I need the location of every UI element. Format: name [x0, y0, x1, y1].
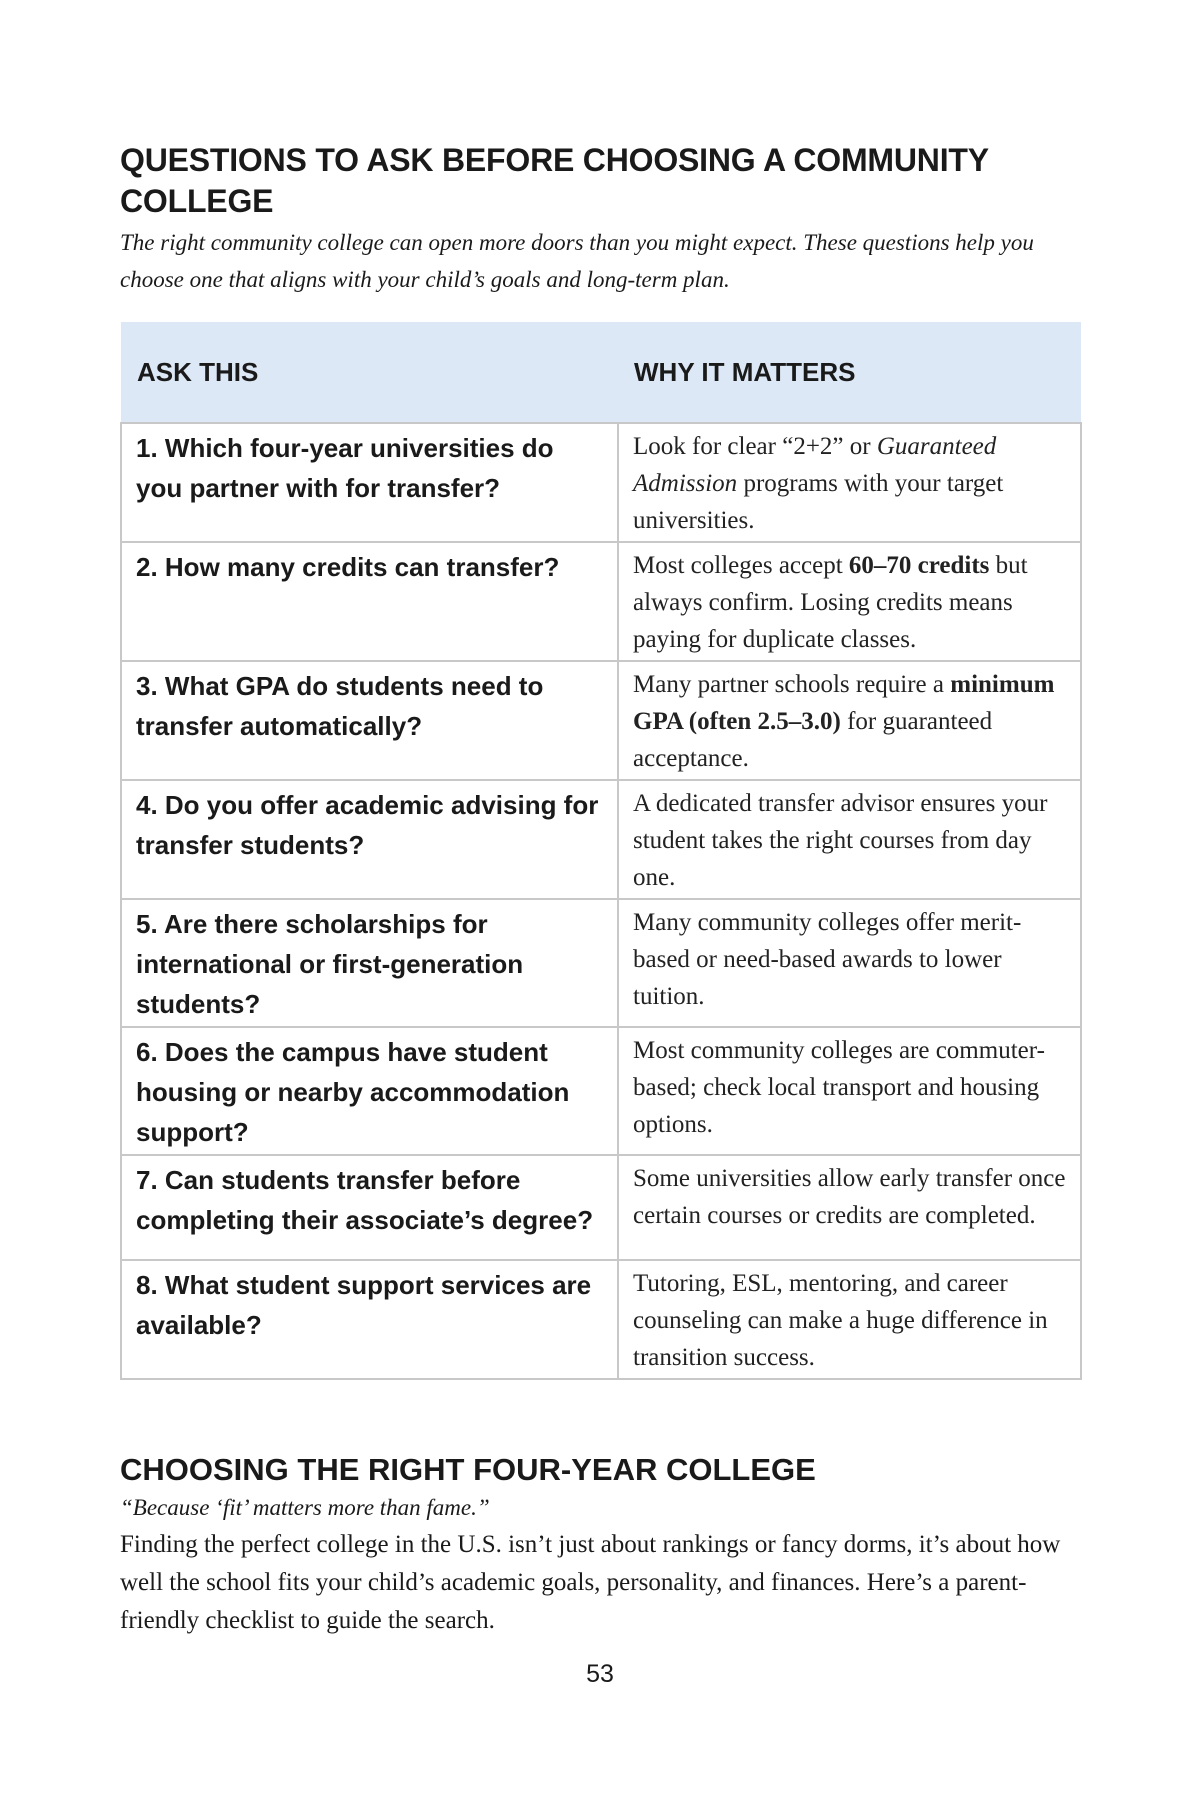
section-quote: “Because ‘fit’ matters more than fame.”	[120, 1495, 490, 1520]
answer-cell	[618, 542, 1081, 661]
answer-text-end: programs with your target universities.	[633, 470, 1004, 534]
answer-text-end: but always confirm. Losing credits means paying for duplicate classes.	[633, 552, 1028, 653]
answer-cell: A dedicated transfer advisor ensures your student takes the right courses from day one.	[618, 780, 1081, 899]
table-row	[121, 1027, 1081, 1155]
section-title-2: CHOOSING THE RIGHT FOUR-YEAR COLLEGE	[120, 1452, 816, 1487]
column-header-why: WHY IT MATTERS	[618, 322, 1081, 423]
page-number: 53	[586, 1660, 614, 1688]
table-row	[121, 1260, 1081, 1379]
table-row	[121, 423, 1081, 542]
question-cell: 2. How many credits can transfer?	[121, 542, 618, 661]
answer-text: Look for clear “2+2” or	[633, 433, 877, 460]
answer-cell: Most community colleges are commuter-based; check local transport and housing options.	[618, 1027, 1081, 1155]
question-cell: 1. Which four-year universities do you partner with for transfer?	[121, 423, 618, 542]
question-cell: 8. What student support services are available?	[121, 1260, 618, 1379]
answer-cell: Many community colleges offer merit-based or need-based awards to lower tuition.	[618, 899, 1081, 1027]
section-title: QUESTIONS TO ASK BEFORE CHOOSING A COMMUNITY COLLEGE	[120, 142, 989, 219]
table-row	[121, 1155, 1081, 1260]
answer-text-end: for guaranteed acceptance.	[633, 708, 993, 772]
answer-bold: minimum GPA (often 2.5–3.0)	[633, 671, 1055, 735]
question-cell: 7. Can students transfer before completing their associate’s degree?	[121, 1155, 618, 1260]
answer-cell: Some universities allow early transfer once certain courses or credits are completed.	[618, 1155, 1081, 1260]
question-cell: 6. Does the campus have student housing or nearby accommodation support?	[121, 1027, 618, 1155]
table-row	[121, 661, 1081, 780]
section-body: Finding the perfect college in the U.S. isn’t just about rankings or fancy dorms, it’s about how well the school fits your child’s academic goals, personality, and finances. Here’s a parent-friendly checklist to guide the search.	[120, 1531, 1061, 1634]
column-header-ask: ASK THIS	[121, 322, 618, 423]
answer-text: Many partner schools require a	[633, 671, 951, 698]
table-row	[121, 899, 1081, 1027]
question-cell: 3. What GPA do students need to transfer automatically?	[121, 661, 618, 780]
table-header-row	[121, 322, 1081, 423]
question-cell: 4. Do you offer academic advising for transfer students?	[121, 780, 618, 899]
question-cell: 5. Are there scholarships for international or first-generation students?	[121, 899, 618, 1027]
section-intro: The right community college can open more doors than you might expect. These questions help you choose one that aligns with your child’s goals and long-term plan.	[120, 230, 1034, 292]
page-content	[120, 140, 1080, 1640]
answer-cell	[618, 661, 1081, 780]
table-row	[121, 542, 1081, 661]
answer-text: Most colleges accept	[633, 552, 849, 579]
answer-emphasis: Guaranteed Admission	[633, 433, 997, 497]
answer-bold: 60–70 credits	[848, 552, 990, 579]
table-row	[121, 780, 1081, 899]
answer-cell: Tutoring, ESL, mentoring, and career counseling can make a huge difference in transition success.	[618, 1260, 1081, 1379]
questions-table	[120, 322, 1082, 1380]
answer-cell	[618, 423, 1081, 542]
